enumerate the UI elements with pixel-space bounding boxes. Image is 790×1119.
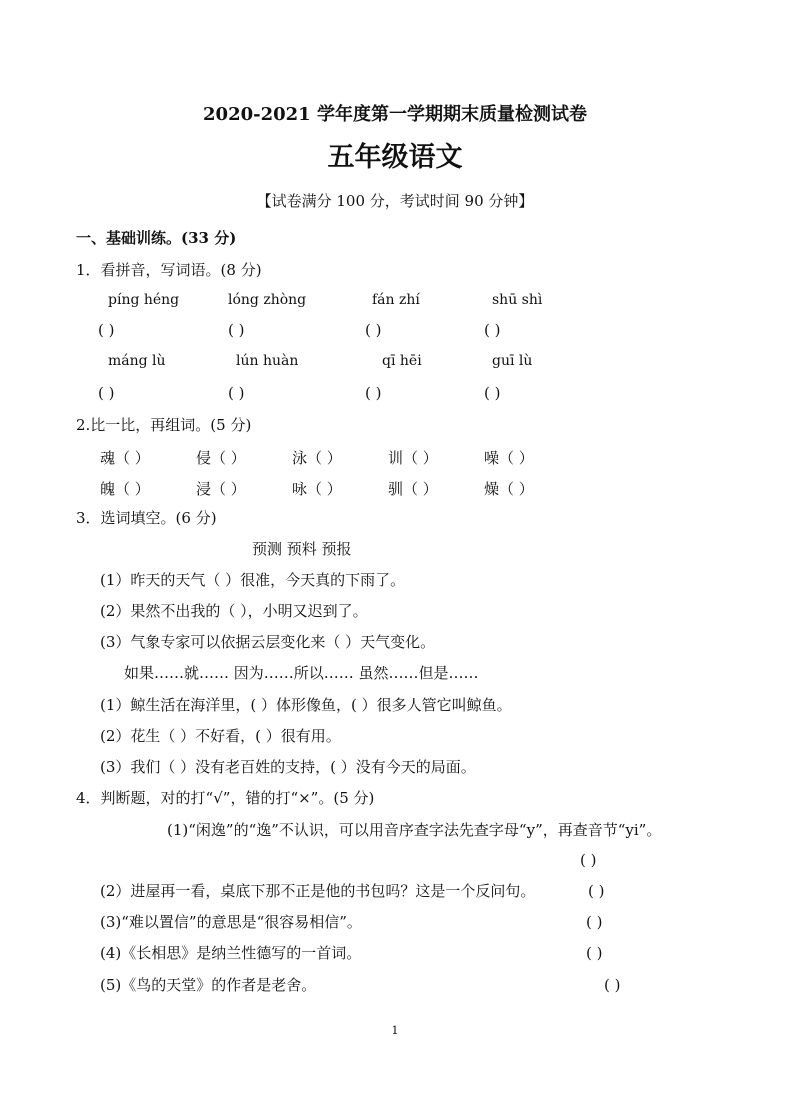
pinyin: qī hēi	[382, 353, 422, 369]
pinyin: píng héng	[108, 292, 180, 308]
judge-item: (5)《鸟的天堂》的作者是老舍。	[100, 976, 317, 994]
conjunction-choices: 如果……就…… 因为……所以…… 虽然……但是……	[124, 664, 479, 682]
word-group-blank[interactable]: 泳（ ）	[292, 449, 342, 467]
word-group-blank[interactable]: 咏（ ）	[292, 480, 342, 498]
answer-blank[interactable]: ( )	[98, 321, 115, 339]
pinyin: lún huàn	[236, 353, 299, 369]
q1-prompt: 1．看拼音，写词语。(8 分)	[76, 261, 262, 279]
judge-blank[interactable]: ( )	[588, 882, 605, 900]
q4-prompt: 4．判断题，对的打“√”，错的打“×”。(5 分)	[76, 789, 375, 807]
word-group-blank[interactable]: 燥（ ）	[484, 480, 534, 498]
answer-blank[interactable]: ( )	[365, 321, 382, 339]
word-group-blank[interactable]: 侵（ ）	[196, 449, 246, 467]
pinyin: lóng zhòng	[228, 292, 307, 308]
fill-sentence: (2）花生（ ）不好看，( ）很有用。	[100, 727, 341, 745]
judge-blank[interactable]: ( )	[604, 976, 621, 994]
word-group-blank[interactable]: 魄（ ）	[100, 480, 150, 498]
word-group-blank[interactable]: 浸（ ）	[196, 480, 246, 498]
pinyin: guī lù	[492, 353, 533, 369]
judge-blank[interactable]: ( )	[580, 851, 597, 869]
pinyin: máng lù	[108, 353, 166, 369]
answer-blank[interactable]: ( )	[365, 384, 382, 402]
judge-item: (1)“闲逸”的“逸”不认识，可以用音序查字法先查字母“y”，再查音节“yi”。	[167, 821, 662, 839]
judge-item: (4)《长相思》是纳兰性德写的一首词。	[100, 944, 362, 962]
q3-prompt: 3．选词填空。(6 分)	[76, 509, 217, 527]
word-group-blank[interactable]: 训（ ）	[388, 449, 438, 467]
word-choices: 预测 预料 预报	[252, 540, 352, 558]
fill-sentence: (1）昨天的天气（ ）很准，今天真的下雨了。	[100, 571, 406, 589]
word-group-blank[interactable]: 噪（ ）	[484, 449, 534, 467]
fill-sentence: (2）果然不出我的（ ），小明又迟到了。	[100, 602, 368, 620]
exam-title: 2020-2021 学年度第一学期期末质量检测试卷	[203, 104, 587, 125]
fill-sentence: (3）气象专家可以依据云层变化来（ ）天气变化。	[100, 633, 436, 651]
exam-subject: 五年级语文	[327, 142, 463, 173]
section-heading: 一、基础训练。(33 分)	[76, 229, 237, 247]
page-number: 1	[391, 1024, 399, 1037]
word-group-blank[interactable]: 驯（ ）	[388, 480, 438, 498]
answer-blank[interactable]: ( )	[98, 384, 115, 402]
pinyin: fán zhí	[372, 292, 420, 308]
judge-item: (2）进屋再一看，桌底下那不正是他的书包吗？这是一个反问句。	[100, 882, 536, 900]
judge-blank[interactable]: ( )	[586, 944, 603, 962]
fill-sentence: (1）鲸生活在海洋里，( ）体形像鱼，( ）很多人管它叫鲸鱼。	[100, 696, 512, 714]
answer-blank[interactable]: ( )	[228, 321, 245, 339]
judge-item: (3)“难以置信”的意思是“很容易相信”。	[100, 913, 362, 931]
judge-blank[interactable]: ( )	[586, 913, 603, 931]
answer-blank[interactable]: ( )	[484, 321, 501, 339]
word-group-blank[interactable]: 魂（ ）	[100, 449, 150, 467]
exam-info: 【试卷满分 100 分，考试时间 90 分钟】	[256, 192, 534, 210]
fill-sentence: (3）我们（ ）没有老百姓的支持，( ）没有今天的局面。	[100, 758, 476, 776]
pinyin: shū shì	[492, 292, 543, 308]
answer-blank[interactable]: ( )	[228, 384, 245, 402]
q2-prompt: 2.比一比，再组词。(5 分)	[76, 416, 252, 434]
answer-blank[interactable]: ( )	[484, 384, 501, 402]
